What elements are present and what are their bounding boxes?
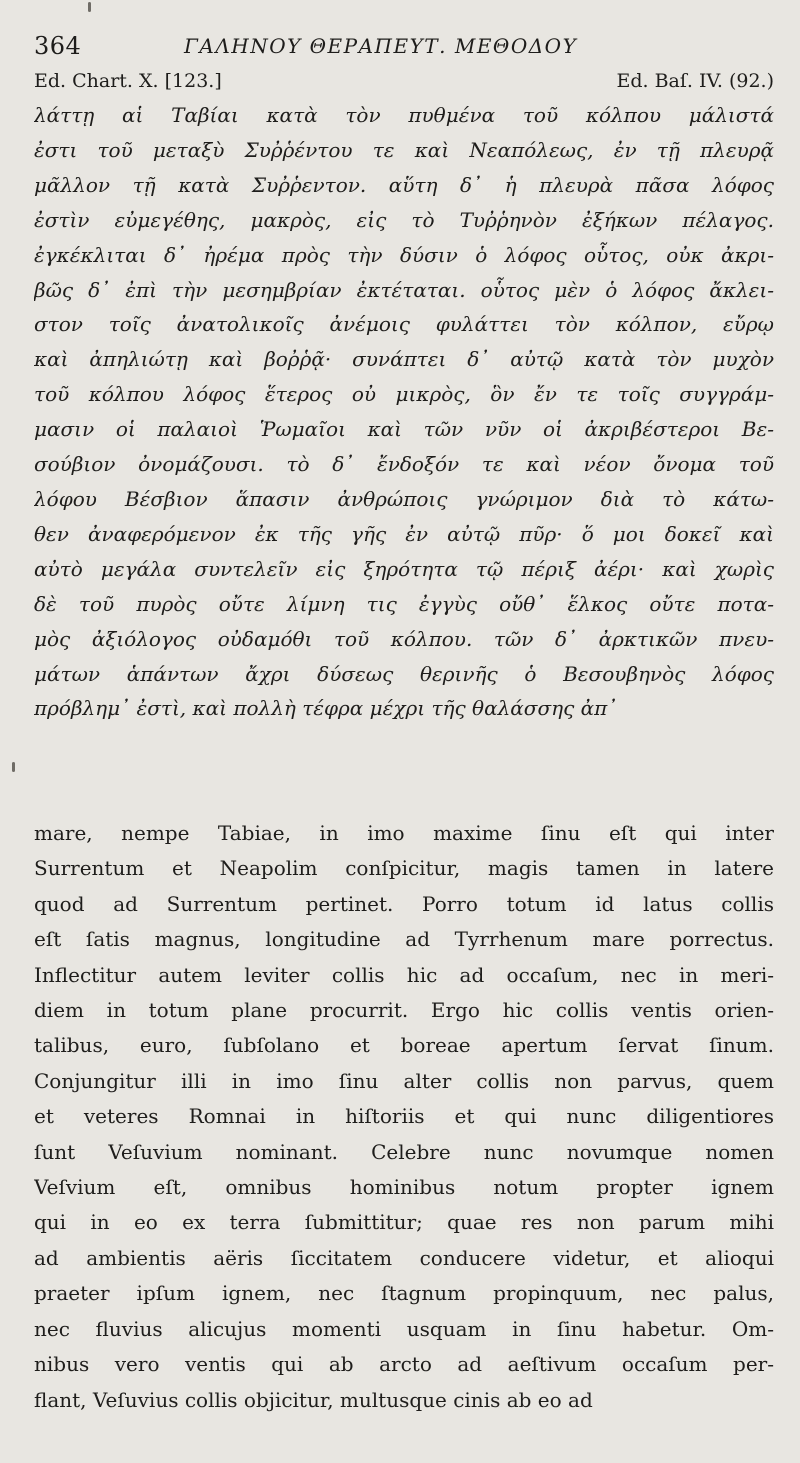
greek-text-line: ἐστι τοῦ μεταξὺ Συῤῥέντου τε καὶ Νεαπόλεως, ἐν τῇ πλευρᾷ: [34, 137, 774, 162]
greek-text-line: μὸς ἀξιόλογος οὐδαμόθι τοῦ κόλπου. τῶν δ᾽ ἀρκτικῶν πνευ-: [34, 626, 774, 651]
latin-text-line: flant, Veſuvius collis objicitur, multusque cinis ab eo ad: [34, 1387, 593, 1412]
greek-text-line: θεν ἀναφερόμενον ἐκ τῆς γῆς ἐν αὐτῷ πῦρ· ὅ μοι δοκεῖ καὶ: [34, 521, 774, 546]
latin-text-line: Veſvium eſt, omnibus hominibus notum propter ignem: [34, 1175, 774, 1200]
latin-text-line: ad ambientis aëris ſiccitatem conducere videtur, et alioqui: [34, 1245, 774, 1270]
latin-translation-block: [34, 816, 774, 1418]
edition-reference-line: [34, 70, 774, 100]
latin-text-line: nibus vero ventis qui ab arcto ad aeſtivum occaſum per-: [34, 1352, 774, 1377]
greek-text-line: καὶ ἀπηλιώτῃ καὶ βοῤῥᾷ· συνάπτει δ᾽ αὐτῷ κατὰ τὸν μυχὸν: [34, 347, 774, 372]
greek-text-line: βῶς δ᾽ ἐπὶ τὴν μεσημβρίαν ἐκτέταται. οὗτος μὲν ὁ λόφος ἄκλει-: [34, 277, 774, 302]
latin-text-line: ſunt Veſuvium nominant. Celebre nunc novumque nomen: [34, 1139, 774, 1164]
latin-text-line: praeter ipſum ignem, nec ſtagnum propinquum, nec palus,: [34, 1281, 774, 1306]
edition-reference-right: Ed. Baſ. IV. (92.): [616, 70, 774, 92]
greek-text-line: λάττῃ αἱ Ταβίαι κατὰ τὸν πυθμένα τοῦ κόλπου μάλιστά: [34, 103, 774, 127]
page-header: [34, 24, 774, 64]
latin-text-line: talibus, euro, ſubſolano et boreae apertum ſervat ſinum.: [34, 1033, 774, 1058]
greek-text-line: στον τοῖς ἀνατολικοῖς ἀνέμοις φυλάττει τὸν κόλπον, εὔρῳ: [34, 312, 774, 337]
greek-text-line: ἐστὶν εὐμεγέθης, μακρὸς, εἰς τὸ Τυῤῥηνὸν ἐξήκων πέλαγος.: [34, 207, 774, 232]
greek-text-line: πρόβλημ᾽ ἐστὶ, καὶ πολλὴ τέφρα μέχρι τῆς θαλάσσης ἀπ᾽: [34, 696, 618, 721]
greek-text-block: [34, 98, 774, 726]
latin-text-line: diem in totum plane procurrit. Ergo hic collis ventis orien-: [34, 998, 774, 1023]
latin-text-line: quod ad Surrentum pertinet. Porro totum id latus collis: [34, 891, 774, 916]
greek-text-line: μασιν οἱ παλαιοὶ Ῥωμαῖοι καὶ τῶν νῦν οἱ ἀκριβέστεροι Βε-: [34, 417, 774, 442]
edition-reference-left: Ed. Chart. X. [123.]: [34, 70, 222, 92]
latin-text-line: Inflectitur autem leviter collis hic ad occaſum, nec in meri-: [34, 962, 774, 987]
page-number: 364: [34, 32, 82, 60]
latin-text-line: et veteres Romnai in hiſtoriis et qui nunc diligentiores: [34, 1104, 774, 1129]
latin-text-line: Surrentum et Neapolim conſpicitur, magis tamen in latere: [34, 856, 774, 881]
greek-text-line: σούβιον ὀνομάζουσι. τὸ δ᾽ ἔνδοξόν τε καὶ νέον ὄνομα τοῦ: [34, 452, 774, 477]
latin-text-line: mare, nempe Tabiae, in imo maxime ſinu eſt qui inter: [34, 821, 774, 845]
greek-text-line: τοῦ κόλπου λόφος ἕτερος οὐ μικρὸς, ὃν ἔν τε τοῖς συγγράμ-: [34, 382, 774, 407]
latin-text-line: qui in eo ex terra ſubmittitur; quae res non parum mihi: [34, 1210, 774, 1235]
greek-text-line: μᾶλλον τῇ κατὰ Συῤῥεντον. αὕτη δ᾽ ἡ πλευρὰ πᾶσα λόφος: [34, 172, 774, 197]
latin-text-line: nec fluvius alicujus momenti usquam in ſinu habetur. Om-: [34, 1316, 774, 1341]
greek-text-line: δὲ τοῦ πυρὸς οὔτε λίμνη τις ἐγγὺς οὔθ᾽ ἕλκος οὔτε ποτα-: [34, 591, 774, 616]
running-title: ΓΑΛΗΝΟΥ ΘΕΡΑΠΕΥΤ. ΜΕΘΟΔΟΥ: [184, 34, 578, 58]
greek-text-line: μάτων ἁπάντων ἄχρι δύσεως θερινῆς ὁ Βεσουβηνὸς λόφος: [34, 661, 774, 686]
latin-text-line: Conjungitur illi in imo ſinu alter collis non parvus, quem: [34, 1068, 774, 1093]
greek-text-line: αὐτὸ μεγάλα συντελεῖν εἰς ξηρότητα τῷ πέριξ ἀέρι· καὶ χωρὶς: [34, 556, 774, 581]
greek-text-line: ἐγκέκλιται δ᾽ ἠρέμα πρὸς τὴν δύσιν ὁ λόφος οὗτος, οὐκ ἀκρι-: [34, 242, 774, 267]
scan-speck: [88, 2, 91, 12]
greek-text-line: λόφου Βέσβιον ἅπασιν ἀνθρώποις γνώριμον διὰ τὸ κάτω-: [34, 486, 774, 511]
latin-text-line: eſt ſatis magnus, longitudine ad Tyrrhenum mare porrectus.: [34, 927, 774, 952]
scan-speck: [12, 762, 15, 772]
